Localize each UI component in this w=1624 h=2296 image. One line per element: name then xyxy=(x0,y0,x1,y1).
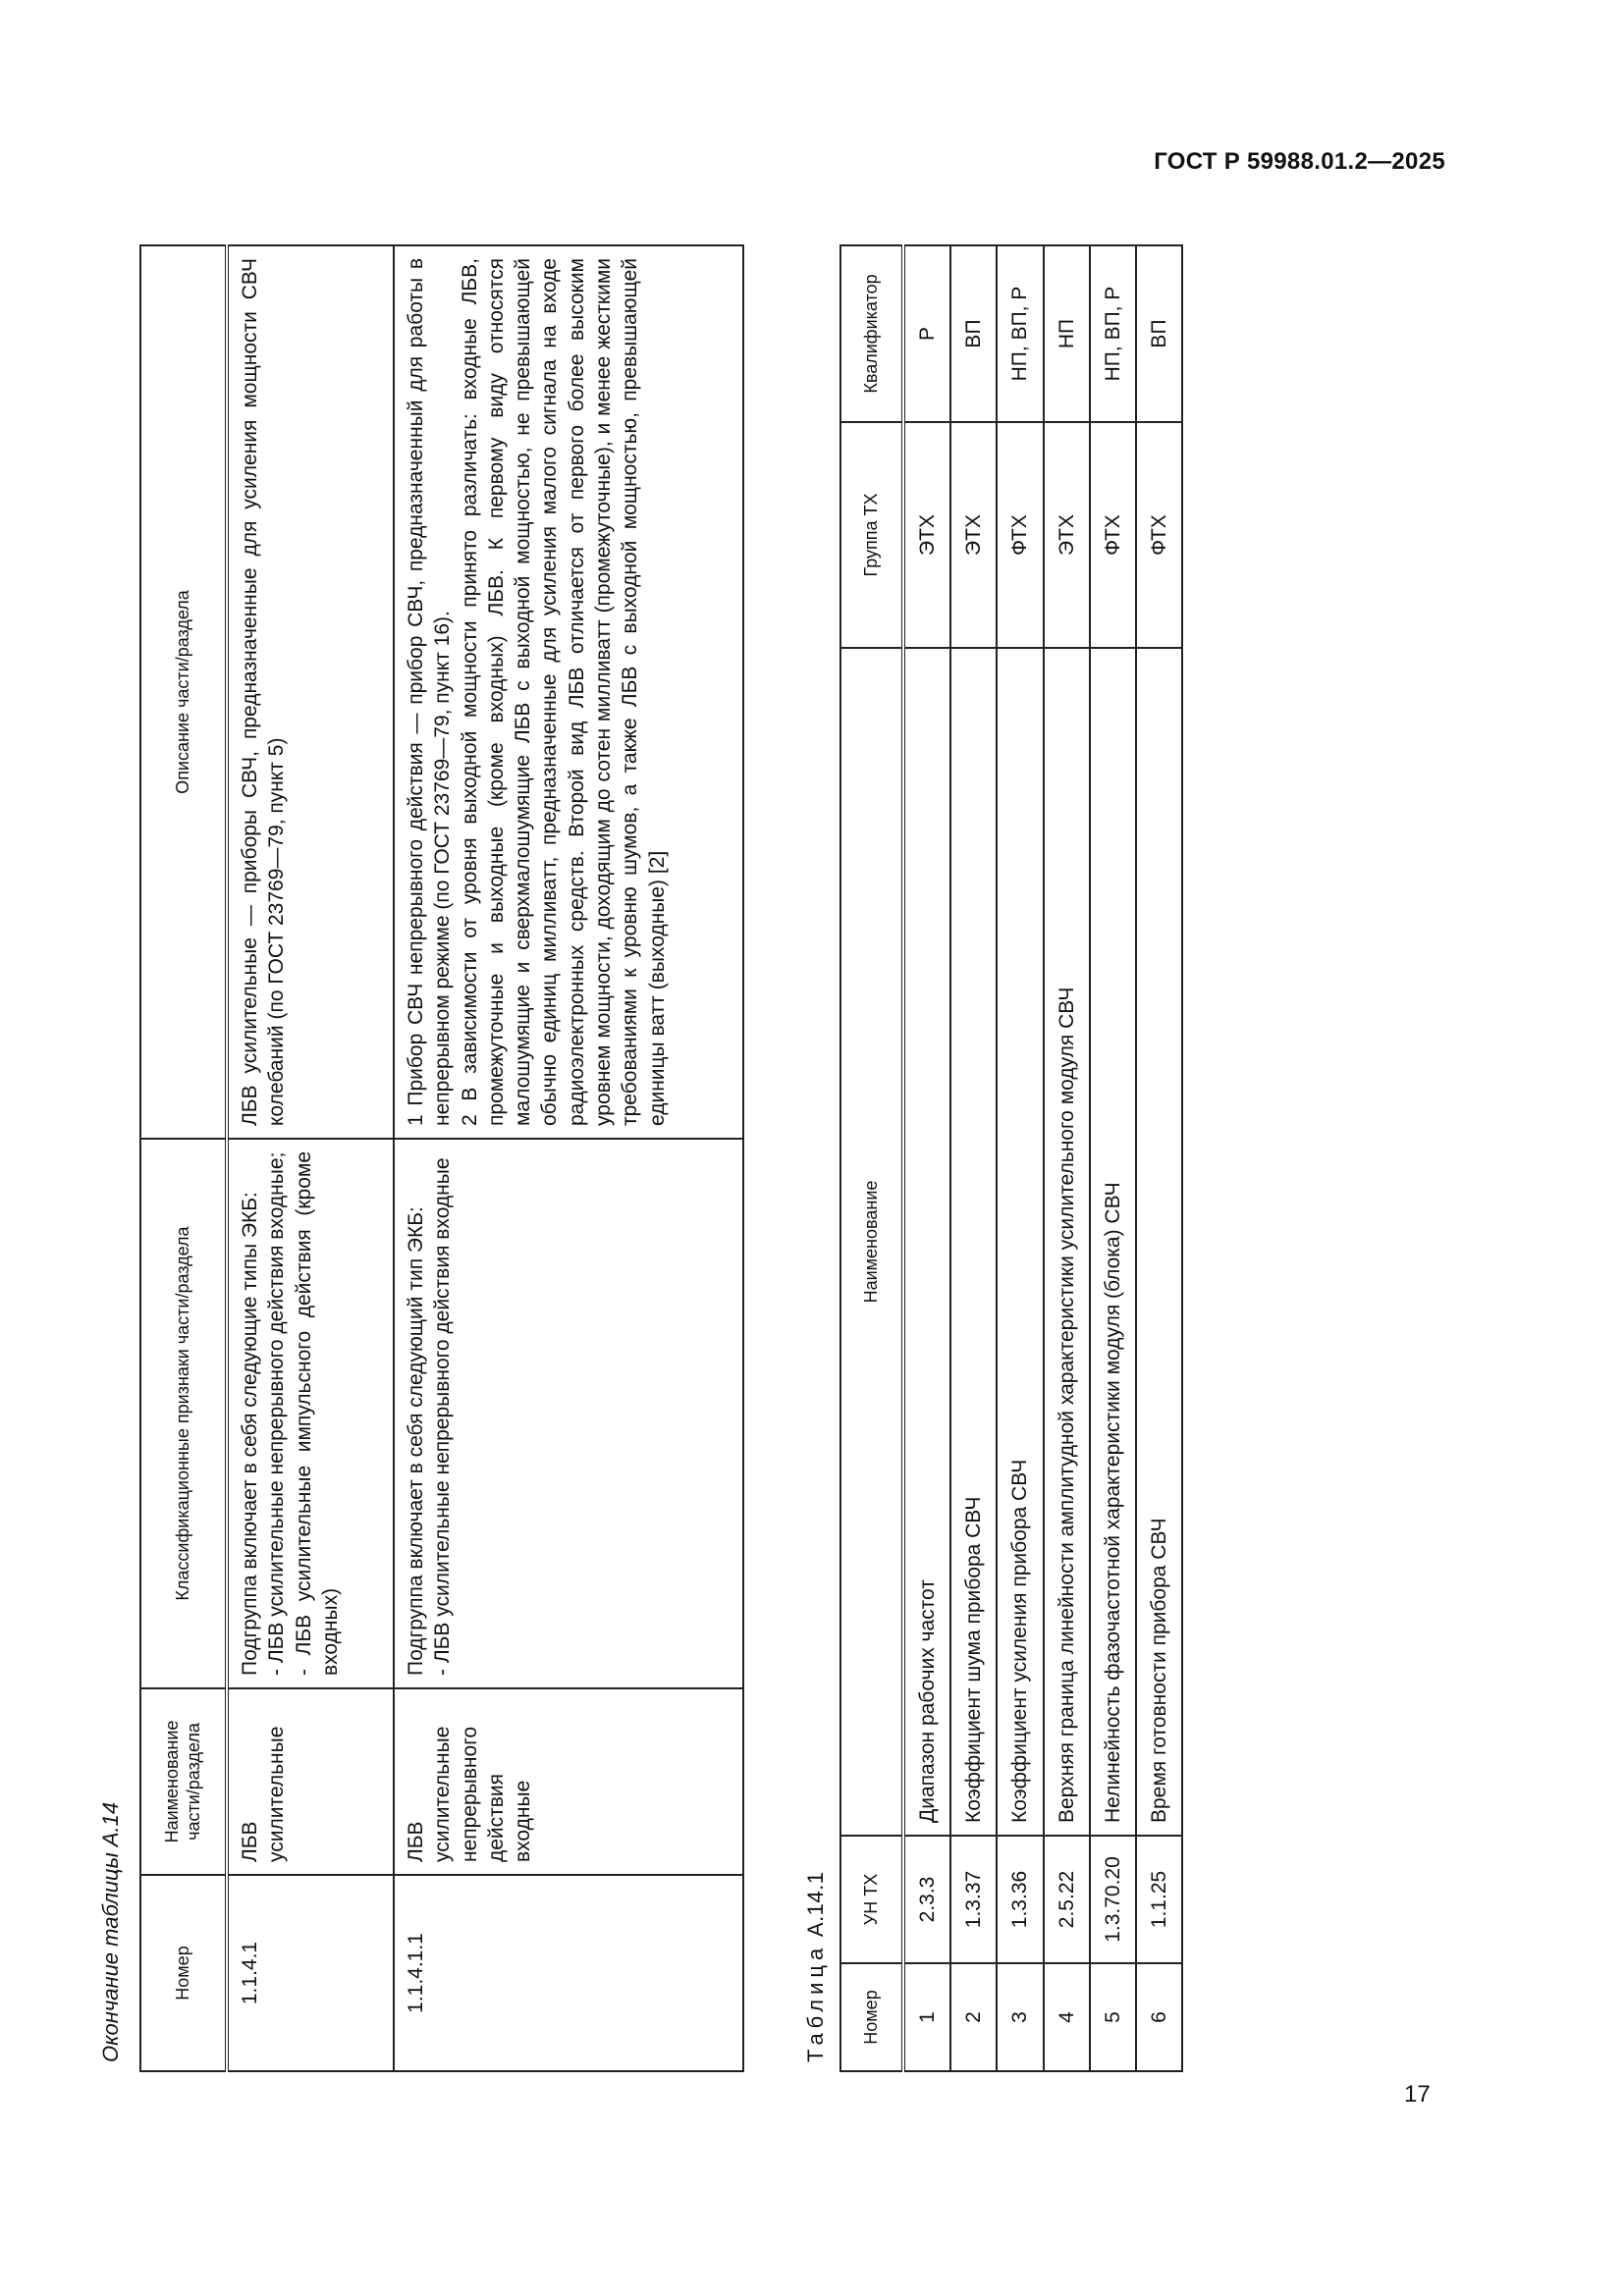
row-qualifier: ВП xyxy=(950,245,997,422)
row-code: 1.3.37 xyxy=(950,1836,997,1963)
row-features: Подгруппа включает в себя следующий тип ЭКБ: - ЛБВ усилительные непрерывного действия входные xyxy=(394,1139,743,1688)
row-qualifier: НП, ВП, Р xyxy=(997,245,1043,422)
row-group: ЭТХ xyxy=(950,422,997,648)
row-description: ЛБВ усилительные — приборы СВЧ, предназначенные для усиления мощности СВЧ колебаний (по ГОСТ 23769—79, пункт 5) xyxy=(227,245,394,1139)
table-row xyxy=(997,245,1043,2071)
col-header-group: Группа ТХ xyxy=(840,422,903,648)
row-number: 6 xyxy=(1136,1963,1182,2071)
row-name: Время готовности прибора СВЧ xyxy=(1136,648,1182,1836)
row-description: 1 Прибор СВЧ непрерывного действия — прибор СВЧ, предназначенный для работы в непрерывном режиме (по ГОСТ 23769—79, пункт 16). 2 В зависимости от уровня выходной мощности принято различать: входные ЛБВ, промежуточные и выходные (кроме входных) ЛБВ. К первому виду относятся малошумящие и сверхмалошумящие ЛБВ с выходной мощностью, не превышающей обычно единиц милливатт, предназначенные для усиления малого сигнала на входе радиоэлектронных средств. Второй вид ЛБВ отличается от первого более высоким уровнем мощности, доходящим до сотен милливатт (промежуточные), и менее жесткими требованиями к уровню шумов, а также ЛБВ с выходной мощностью, превышающей единицы ватт (выходные) [2] xyxy=(394,245,743,1139)
row-number: 1.1.4.1 xyxy=(227,1875,394,2071)
row-number: 4 xyxy=(1044,1963,1090,2071)
row-group: ФТХ xyxy=(1090,422,1136,648)
table-row xyxy=(394,245,743,2071)
col-header-qualifier: Квалификатор xyxy=(840,245,903,422)
row-name: Нелинейность фазочастотной характеристики модуля (блока) СВЧ xyxy=(1090,648,1136,1836)
col-header-description: Описание части/раздела xyxy=(140,245,227,1139)
table-row xyxy=(1044,245,1090,2071)
row-qualifier: Р xyxy=(903,245,950,422)
col-header-number: Номер xyxy=(140,1875,227,2071)
row-name: ЛБВ усилительные непрерывного действия входные xyxy=(394,1688,743,1875)
table-row xyxy=(227,245,394,2071)
row-name: Верхняя граница линейности амплитудной характеристики усилительного модуля СВЧ xyxy=(1044,648,1090,1836)
table-a14 xyxy=(139,244,744,2072)
row-number: 3 xyxy=(997,1963,1043,2071)
standard-code: ГОСТ Р 59988.01.2—2025 xyxy=(1154,148,1445,175)
row-qualifier: НП xyxy=(1044,245,1090,422)
rotated-content xyxy=(98,227,1218,2072)
page-number: 17 xyxy=(1404,2081,1431,2108)
row-number: 5 xyxy=(1090,1963,1136,2071)
row-code: 1.3.36 xyxy=(997,1836,1043,1963)
row-group: ЭТХ xyxy=(1044,422,1090,648)
row-code: 2.3.3 xyxy=(903,1836,950,1963)
table-row xyxy=(1090,245,1136,2071)
caption-prefix: Таблица xyxy=(803,1943,828,2062)
caption-id: А.14.1 xyxy=(803,1871,828,1938)
row-name: Коэффициент усиления прибора СВЧ xyxy=(997,648,1043,1836)
row-group: ФТХ xyxy=(997,422,1043,648)
table-row xyxy=(950,245,997,2071)
row-code: 2.5.22 xyxy=(1044,1836,1090,1963)
table-a14-1 xyxy=(839,244,1183,2072)
table-row xyxy=(903,245,950,2071)
col-header-features: Классификационные признаки части/раздела xyxy=(140,1139,227,1688)
row-number: 2 xyxy=(950,1963,997,2071)
col-header-name: Наименование xyxy=(840,648,903,1836)
row-qualifier: НП, ВП, Р xyxy=(1090,245,1136,422)
table-a14-1-caption xyxy=(803,1872,829,2063)
row-number: 1 xyxy=(903,1963,950,2071)
col-header-code: УН ТХ xyxy=(840,1836,903,1963)
row-number: 1.1.4.1.1 xyxy=(394,1875,743,2071)
table-a14-caption: Окончание таблицы А.14 xyxy=(98,1801,123,2062)
row-code: 1.1.25 xyxy=(1136,1836,1182,1963)
row-name: Диапазон рабочих частот xyxy=(903,648,950,1836)
row-name: ЛБВ усилительные xyxy=(227,1688,394,1875)
row-name: Коэффициент шума прибора СВЧ xyxy=(950,648,997,1836)
row-features: Подгруппа включает в себя следующие типы ЭКБ: - ЛБВ усилительные непрерывного действия входные; - ЛБВ усилительные импульсного действия (кроме входных) xyxy=(227,1139,394,1688)
col-header-number: Номер xyxy=(840,1963,903,2071)
row-qualifier: ВП xyxy=(1136,245,1182,422)
row-group: ЭТХ xyxy=(903,422,950,648)
row-group: ФТХ xyxy=(1136,422,1182,648)
table-row xyxy=(1136,245,1182,2071)
col-header-name: Наименование части/раздела xyxy=(140,1688,227,1875)
row-code: 1.3.70.20 xyxy=(1090,1836,1136,1963)
